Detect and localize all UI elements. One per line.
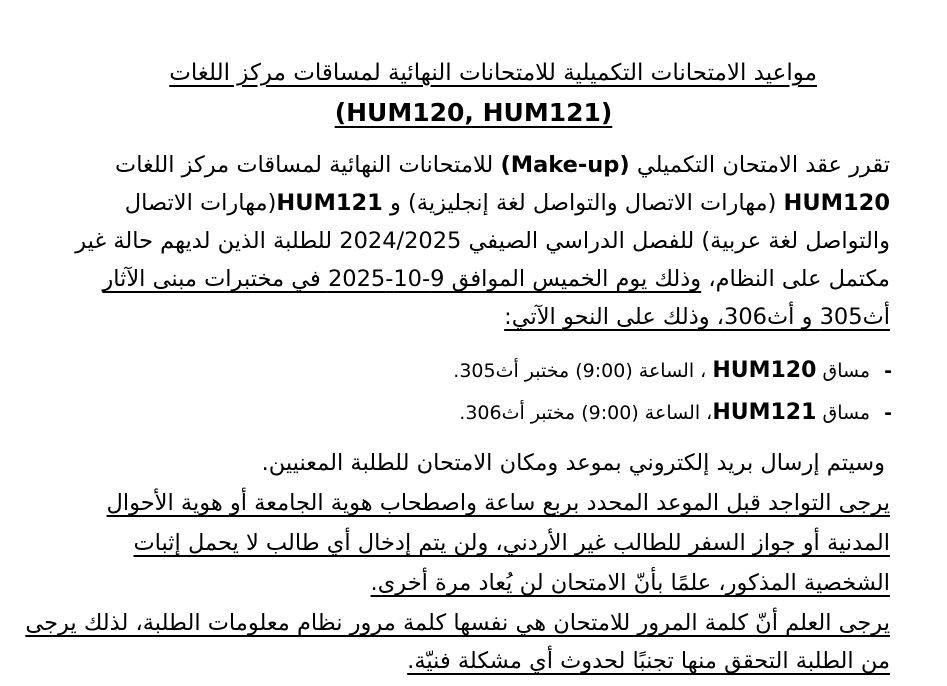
email-note: وسيتم إرسال بريد إلكتروني بموعد ومكان الامتحان للطلبة المعنيين. [261, 450, 885, 476]
text-segment: للامتحانات النهائية لمساقات مركز اللغات [115, 152, 501, 178]
course-codes-heading: (HUM120, HUM121) [334, 98, 613, 127]
paragraph1-line1 [115, 152, 890, 179]
text-segment: تقرر عقد الامتحان التكميلي [629, 152, 890, 178]
list-item [459, 400, 892, 425]
paragraph1-line2 [125, 190, 890, 217]
text-segment: مساق [816, 360, 871, 382]
course-code-hum120: HUM120 [712, 358, 817, 383]
bullet-dash: - [884, 360, 892, 382]
paragraph1-line3: والتواصل لغة عربية) للفصل الدراسي الصيفي 2024/2025 للطلبة الذين لديهم حالة غير [75, 228, 890, 254]
text-segment: مكتمل على النظام، [701, 266, 890, 292]
list-item [453, 358, 892, 383]
text-segment: ، الساعة (9:00) مختبر أث305. [453, 360, 713, 382]
text-segment: مساق [816, 402, 871, 424]
attendance-note-line1: يرجى التواجد قبل الموعد المحدد بربع ساعة واصطحاب هوية الجامعة أو هوية الأحوال [106, 490, 890, 516]
paragraph1-line4 [102, 266, 890, 293]
text-segment: (مهارات الاتصال والتواصل لغة إنجليزية) و [382, 190, 784, 216]
document-title: مواعيد الامتحانات التكميلية للامتحانات النهائية لمساقات مركز اللغات [169, 60, 817, 86]
text-segment: ، الساعة (9:00) مختبر أث306. [459, 402, 713, 424]
course-code-hum120: HUM120 [783, 190, 890, 216]
paragraph1-line5: أث305 و أث306، وذلك على النحو الآتي: [504, 304, 890, 330]
attendance-note-line2: المدنية أو جواز السفر للطالب غير الأردني، ولن يتم إدخال أي طالب لا يحمل إثبات [133, 530, 890, 556]
bullet-dash: - [884, 402, 892, 424]
attendance-note-line3: الشخصية المذكور، علمًا بأنّ الامتحان لن يُعاد مرة أخرى. [370, 570, 890, 596]
makeup-label: (Make-up) [500, 152, 630, 178]
text-segment: (مهارات الاتصال [124, 190, 277, 216]
password-note-line2: من الطلبة التحقق منها تجنبًا لحدوث أي مشكلة فنيّة. [407, 648, 890, 674]
password-note-line1: يرجى العلم أنّ كلمة المرور للامتحان هي نفسها كلمة مرور نظام معلومات الطلبة، لذلك يرجى [25, 610, 890, 636]
course-code-hum121: HUM121 [276, 190, 383, 216]
exam-date-location: وذلك يوم الخميس الموافق 9-10-2025 في مختبرات مبنى الآثار [102, 266, 702, 292]
course-code-hum121: HUM121 [712, 400, 817, 425]
